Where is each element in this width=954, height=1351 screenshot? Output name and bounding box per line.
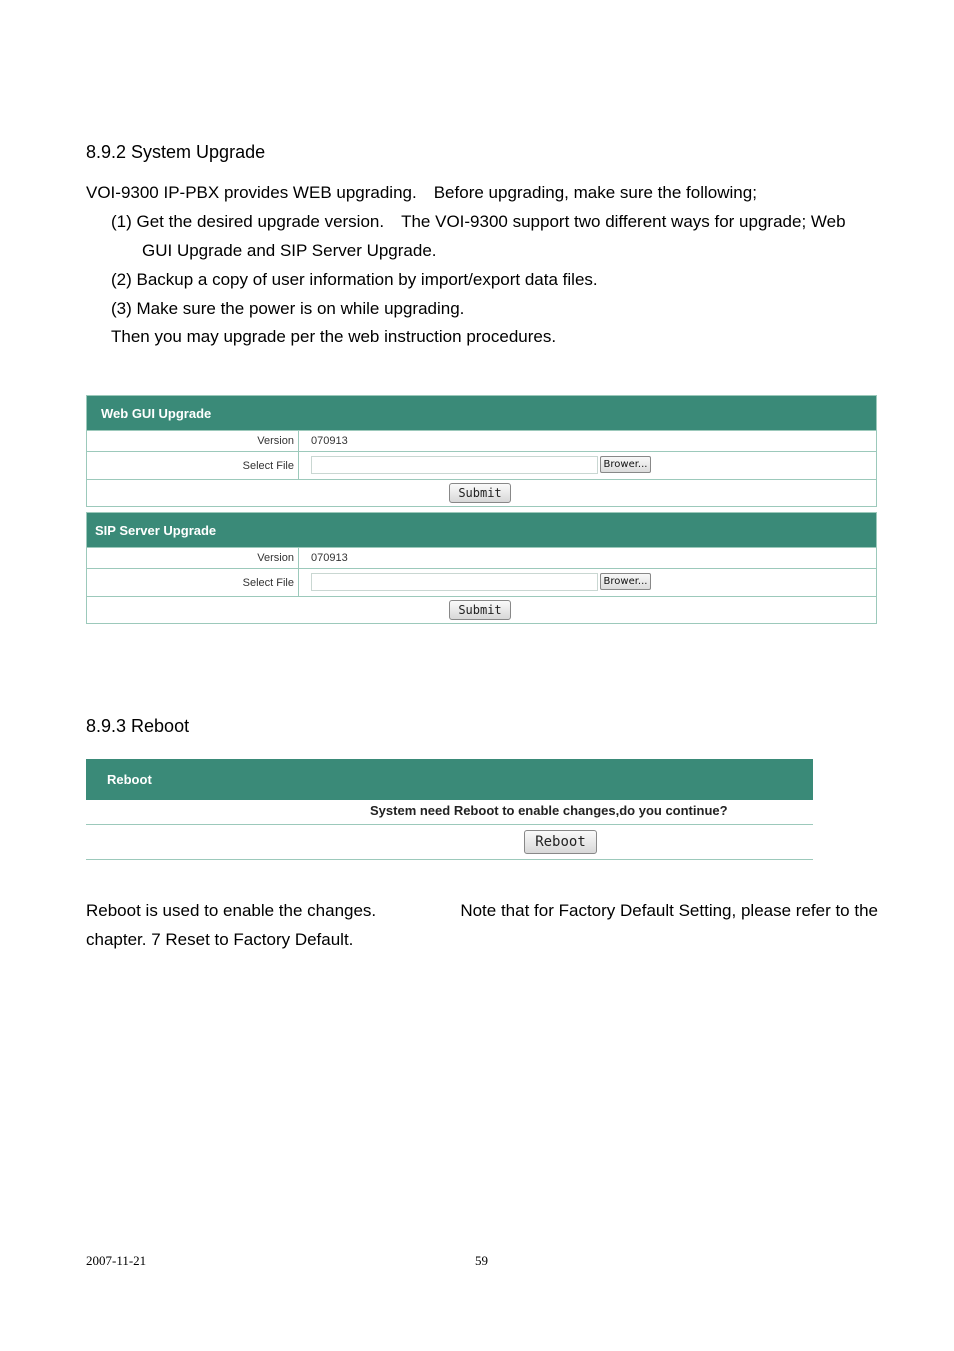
web-gui-upgrade-panel <box>86 395 877 507</box>
web-gui-upgrade-title: Web GUI Upgrade <box>87 396 876 430</box>
submit-button[interactable]: Submit <box>449 600 511 620</box>
version-label: Version <box>87 548 299 568</box>
select-file-label: Select File <box>87 569 299 596</box>
select-file-label: Select File <box>87 452 299 479</box>
list-item-1-line1: (1) Get the desired upgrade version. The VOI-9300 support two different ways for upgrade; Web <box>111 212 846 231</box>
reboot-note-line1 <box>86 901 878 921</box>
page-number: 59 <box>475 1253 488 1268</box>
list-item-2: (2) Backup a copy of user information by import/export data files. <box>111 270 598 289</box>
submit-row <box>87 596 876 624</box>
version-label: Version <box>87 431 299 451</box>
reboot-panel <box>86 759 813 861</box>
sip-server-upgrade-panel <box>86 512 877 624</box>
reboot-note-part2: Note that for Factory Default Setting, please refer to the <box>460 901 878 920</box>
divider <box>86 859 813 860</box>
section-heading-system-upgrade: 8.9.2 System Upgrade <box>86 142 266 162</box>
version-value: 070913 <box>311 552 348 564</box>
select-file-row <box>87 451 876 479</box>
reboot-panel-title: Reboot <box>86 759 813 800</box>
browse-button[interactable]: Brower... <box>600 573 651 590</box>
version-row <box>87 430 876 451</box>
divider <box>86 824 813 825</box>
intro-paragraph: VOI-9300 IP-PBX provides WEB upgrading. Before upgrading, make sure the following; <box>86 183 757 202</box>
reboot-button[interactable]: Reboot <box>524 830 597 854</box>
reboot-note-line2: chapter. 7 Reset to Factory Default. <box>86 930 354 949</box>
reboot-note-part1: Reboot is used to enable the changes. <box>86 901 377 920</box>
outro-text: Then you may upgrade per the web instruction procedures. <box>111 327 557 346</box>
browse-button[interactable]: Brower... <box>600 456 651 473</box>
select-file-row <box>87 568 876 596</box>
sip-server-upgrade-title: SIP Server Upgrade <box>87 513 876 547</box>
list-item-1-line2: GUI Upgrade and SIP Server Upgrade. <box>142 241 437 260</box>
version-row <box>87 547 876 568</box>
list-item-3: (3) Make sure the power is on while upgrading. <box>111 299 465 318</box>
section-heading-reboot: 8.9.3 Reboot <box>86 716 190 736</box>
submit-row <box>87 479 876 507</box>
footer-date: 2007-11-21 <box>86 1253 147 1268</box>
file-path-input[interactable] <box>311 456 598 474</box>
reboot-confirm-message: System need Reboot to enable changes,do you continue? <box>370 803 728 818</box>
version-value: 070913 <box>311 435 348 447</box>
submit-button[interactable]: Submit <box>449 483 511 503</box>
file-path-input[interactable] <box>311 573 598 591</box>
